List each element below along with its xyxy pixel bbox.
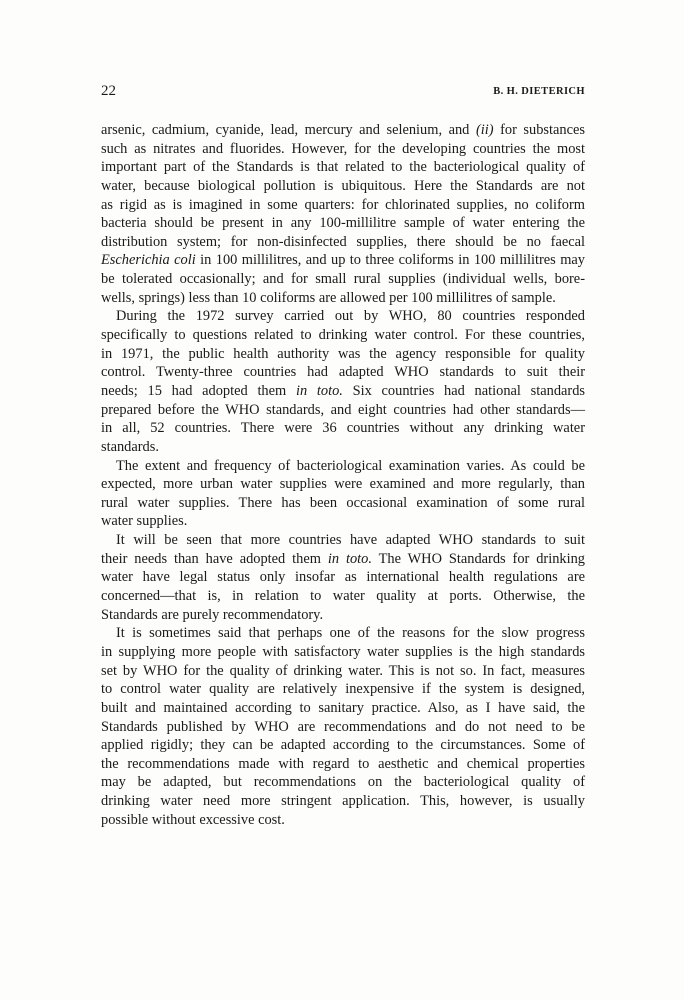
text-run: in 1971, the public health authority was the agency responsible for quality	[101, 345, 585, 362]
paragraph	[101, 624, 585, 829]
text-line	[101, 624, 585, 643]
text-line	[101, 643, 585, 662]
page-number: 22	[101, 83, 116, 99]
italic-text: Escherichia coli	[101, 252, 196, 269]
text-run: be tolerated occasionally; and for small rural supplies (individual wells, bore-	[101, 271, 585, 288]
text-run: Six countries had national standards	[342, 382, 585, 399]
paragraph	[101, 121, 585, 307]
text-run: control. Twenty-three countries had adapted WHO standards to suit their	[101, 364, 585, 381]
text-line	[101, 494, 585, 513]
text-run: Standards published by WHO are recommendations and do not need to be	[101, 718, 585, 735]
text-run: in supplying more people with satisfactory water supplies is the high standards	[101, 643, 585, 660]
text-line	[101, 755, 585, 774]
text-line	[101, 550, 585, 569]
paragraph	[101, 457, 585, 532]
text-run: water supplies.	[101, 513, 188, 530]
text-line	[101, 158, 585, 177]
text-line	[101, 718, 585, 737]
text-line	[101, 475, 585, 494]
text-line	[101, 382, 585, 401]
text-run: as rigid as is imagined in some quarters: for chlorinated supplies, no coliform	[101, 196, 585, 213]
text-run: Standards are purely recommendatory.	[101, 606, 324, 623]
text-run: their needs than have adopted them	[101, 550, 328, 567]
italic-text: in toto.	[295, 382, 343, 399]
text-line	[101, 512, 585, 531]
text-line	[101, 736, 585, 755]
text-line	[101, 121, 585, 140]
body-text	[101, 121, 585, 829]
text-line	[101, 419, 585, 438]
text-line	[101, 401, 585, 420]
text-run: possible without excessive cost.	[101, 811, 285, 828]
text-run: It will be seen that more countries have adapted WHO standards to suit	[116, 532, 585, 549]
text-line	[101, 662, 585, 681]
text-run: for substances	[493, 122, 585, 138]
text-line	[101, 177, 585, 196]
text-run: prepared before the WHO standards, and eight countries had other standards—	[101, 401, 585, 418]
text-run: It is sometimes said that perhaps one of the reasons for the slow progress	[116, 625, 585, 642]
text-line	[101, 680, 585, 699]
text-line	[101, 289, 585, 308]
text-run: concerned—that is, in relation to water quality at ports. Otherwise, the	[101, 588, 585, 605]
text-run: The extent and frequency of bacteriological examination varies. As could be	[116, 457, 585, 474]
text-line	[101, 363, 585, 382]
text-run: specifically to questions related to drinking water control. For these countries,	[101, 327, 585, 344]
text-run: in all, 52 countries. There were 36 countries without any drinking water	[101, 420, 585, 437]
text-line	[101, 457, 585, 476]
text-line	[101, 307, 585, 326]
text-line	[101, 773, 585, 792]
text-run: the recommendations made with regard to aesthetic and chemical properties	[101, 755, 585, 772]
text-line	[101, 270, 585, 289]
text-run: rural water supplies. There has been occasional examination of some rural	[101, 494, 585, 511]
text-run: set by WHO for the quality of drinking water. This is not so. In fact, measures	[101, 662, 585, 679]
text-run: in 100 millilitres, and up to three coliforms in 100 millilitres may	[195, 252, 585, 269]
text-run: to control water quality are relatively inexpensive if the system is designed,	[101, 681, 585, 698]
text-run: expected, more urban water supplies were examined and more regularly, than	[101, 476, 585, 493]
text-line	[101, 587, 585, 606]
text-run: standards.	[101, 438, 159, 455]
text-run: drinking water need more stringent application. This, however, is usually	[101, 793, 585, 810]
text-run: such as nitrates and fluorides. However, for the developing countries the most	[101, 140, 585, 157]
text-run: water have legal status only insofar as international health regulations are	[101, 569, 585, 586]
text-line	[101, 438, 585, 457]
text-run: important part of the Standards is that related to the bacteriological quality of	[101, 159, 585, 176]
text-run: may be adapted, but recommendations on the bacteriological quality of	[101, 774, 585, 791]
text-line	[101, 140, 585, 159]
text-line	[101, 699, 585, 718]
text-line	[101, 606, 585, 625]
text-line	[101, 196, 585, 215]
text-run: applied rigidly; they can be adapted according to the circumstances. Some of	[101, 737, 585, 754]
italic-text: (ii)	[475, 122, 494, 138]
text-line	[101, 214, 585, 233]
text-run: needs; 15 had adopted them	[101, 382, 296, 399]
paragraph	[101, 307, 585, 456]
text-line	[101, 233, 585, 252]
text-line	[101, 792, 585, 811]
text-line	[101, 345, 585, 364]
text-run: During the 1972 survey carried out by WHO, 80 countries responded	[116, 308, 585, 325]
text-line	[101, 568, 585, 587]
text-run: bacteria should be present in any 100-millilitre sample of water entering the	[101, 215, 585, 232]
running-head-author: B. H. DIETERICH	[493, 86, 585, 97]
text-run: water, because biological pollution is ubiquitous. Here the Standards are not	[101, 177, 585, 194]
text-run: The WHO Standards for drinking	[371, 550, 585, 567]
text-run: arsenic, cadmium, cyanide, lead, mercury and selenium, and	[101, 122, 476, 138]
text-line	[101, 251, 585, 270]
text-line	[101, 326, 585, 345]
text-run: distribution system; for non-disinfected supplies, there should be no faecal	[101, 233, 585, 250]
paragraph	[101, 531, 585, 624]
text-run: built and maintained according to sanitary practice. Also, as I have said, the	[101, 699, 585, 716]
text-line	[101, 531, 585, 550]
running-head	[101, 82, 585, 102]
text-run: wells, springs) less than 10 coliforms are allowed per 100 millilitres of sample.	[101, 289, 556, 306]
italic-text: in toto.	[327, 550, 372, 567]
text-line	[101, 811, 585, 830]
